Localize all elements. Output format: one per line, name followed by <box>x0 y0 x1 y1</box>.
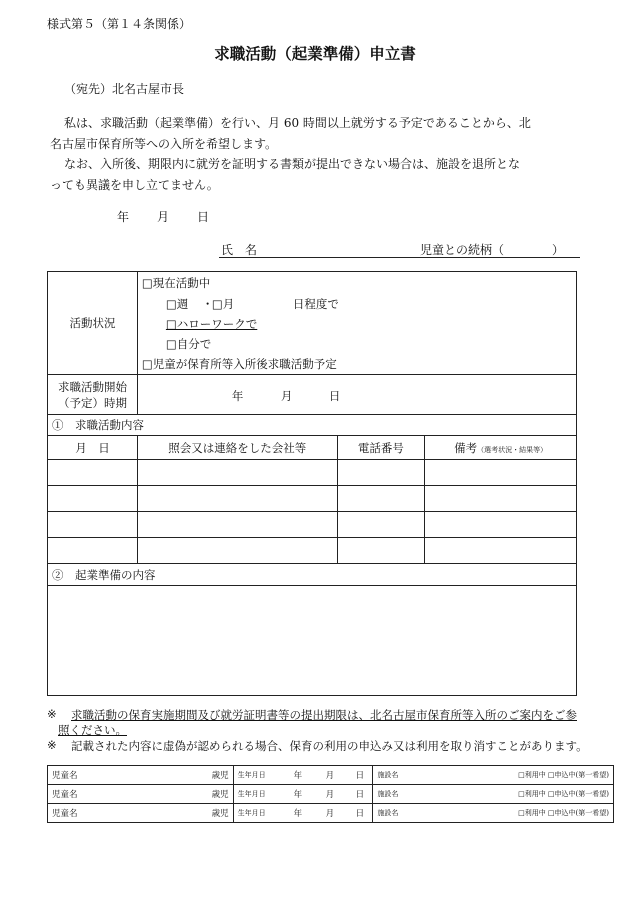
col-header-company: 照会又は連絡をした会社等 <box>137 436 337 460</box>
note-2-mark: ※ <box>47 738 57 752</box>
dob-cell[interactable]: 生年月日 年 月 日 <box>233 804 373 823</box>
body-line-2: 名古屋市保育所等への入所を希望します。 <box>50 137 278 151</box>
body-line-1: 私は、求職活動（起業準備）を行い、月 60 時間以上就労する予定であることから、北 <box>64 116 531 130</box>
activity-status-label: 活動状況 <box>48 272 138 375</box>
cell-phone[interactable] <box>337 460 425 486</box>
cell-date[interactable] <box>48 538 138 564</box>
note-1-mark: ※ <box>47 707 57 721</box>
facility-cell[interactable]: 施設名 □利用中 □申込中(第一希望) <box>373 785 614 804</box>
date-day: 日 <box>197 210 210 224</box>
business-prep-content-cell[interactable] <box>48 586 577 696</box>
date-month: 月 <box>157 210 170 224</box>
child-info-row <box>48 804 614 823</box>
facility-cell[interactable]: 施設名 □利用中 □申込中(第一希望) <box>373 804 614 823</box>
activity-row <box>48 460 577 486</box>
facility-cell[interactable]: 施設名 □利用中 □申込中(第一希望) <box>373 766 614 785</box>
section1-title: ① 求職活動内容 <box>48 415 577 436</box>
activity-row <box>48 538 577 564</box>
cell-company[interactable] <box>137 512 337 538</box>
addressee: （宛先）北名古屋市長 <box>64 82 185 96</box>
body-line-4: っても異議を申し立てません。 <box>50 178 219 192</box>
page-title: 求職活動（起業準備）申立書 <box>214 44 416 63</box>
current-activity-checkbox[interactable]: □現在活動中 <box>141 276 211 290</box>
activity-status-cell <box>137 272 576 375</box>
note-2: 記載された内容に虚偽が認められる場合、保育の利用の申込み又は利用を取り消すことがあります。 <box>71 739 588 753</box>
child-name-cell[interactable]: 児童名 歳児 <box>48 766 234 785</box>
note-1-line-b: 照ください。 <box>58 723 127 737</box>
per-week-checkbox[interactable]: □週 <box>165 297 189 311</box>
freq-separator: ・ <box>201 297 214 311</box>
main-form-table <box>47 271 577 696</box>
activity-row <box>48 486 577 512</box>
activity-row <box>48 512 577 538</box>
planned-activity-checkbox[interactable]: □児童が保育所等入所後求職活動予定 <box>141 357 337 371</box>
name-label: 氏 名 <box>221 243 258 257</box>
start-time-label: 求職活動開始 （予定）時期 <box>48 375 138 415</box>
cell-remarks[interactable] <box>425 512 577 538</box>
dob-cell[interactable]: 生年月日 年 月 日 <box>233 785 373 804</box>
body-line-3: なお、入所後、期限内に就労を証明する書類が提出できない場合は、施設を退所とな <box>64 157 521 171</box>
frequency-suffix: 日程度で <box>292 297 339 311</box>
cell-date[interactable] <box>48 460 138 486</box>
child-info-table <box>47 765 614 823</box>
child-info-row <box>48 766 614 785</box>
child-name-cell[interactable]: 児童名 歳児 <box>48 785 234 804</box>
child-name-cell[interactable]: 児童名 歳児 <box>48 804 234 823</box>
cell-date[interactable] <box>48 512 138 538</box>
relation-label: 児童との続柄（ ） <box>420 243 565 257</box>
section2-title: ② 起業準備の内容 <box>48 564 577 586</box>
per-month-checkbox[interactable]: □月 <box>211 297 235 311</box>
cell-remarks[interactable] <box>425 538 577 564</box>
col-header-phone: 電話番号 <box>337 436 425 460</box>
cell-phone[interactable] <box>337 538 425 564</box>
col-header-date: 月 日 <box>48 436 138 460</box>
cell-phone[interactable] <box>337 486 425 512</box>
cell-date[interactable] <box>48 486 138 512</box>
child-info-row <box>48 785 614 804</box>
signature-line[interactable] <box>219 257 580 258</box>
form-number: 様式第５（第１４条関係） <box>47 17 192 31</box>
start-time-cell[interactable]: 年 月 日 <box>137 375 576 415</box>
cell-company[interactable] <box>137 486 337 512</box>
cell-remarks[interactable] <box>425 486 577 512</box>
hellowork-checkbox[interactable]: □ハローワークで <box>165 317 258 331</box>
cell-company[interactable] <box>137 538 337 564</box>
cell-company[interactable] <box>137 460 337 486</box>
self-checkbox[interactable]: □自分で <box>165 337 212 351</box>
dob-cell[interactable]: 生年月日 年 月 日 <box>233 766 373 785</box>
date-year: 年 <box>117 210 130 224</box>
cell-remarks[interactable] <box>425 460 577 486</box>
note-1-line-a: 求職活動の保育実施期間及び就労証明書等の提出期限は、北名古屋市保育所等入所のご案内をご参 <box>71 708 577 722</box>
col-header-remarks: 備考（選考状況・結果等） <box>425 436 577 460</box>
cell-phone[interactable] <box>337 512 425 538</box>
